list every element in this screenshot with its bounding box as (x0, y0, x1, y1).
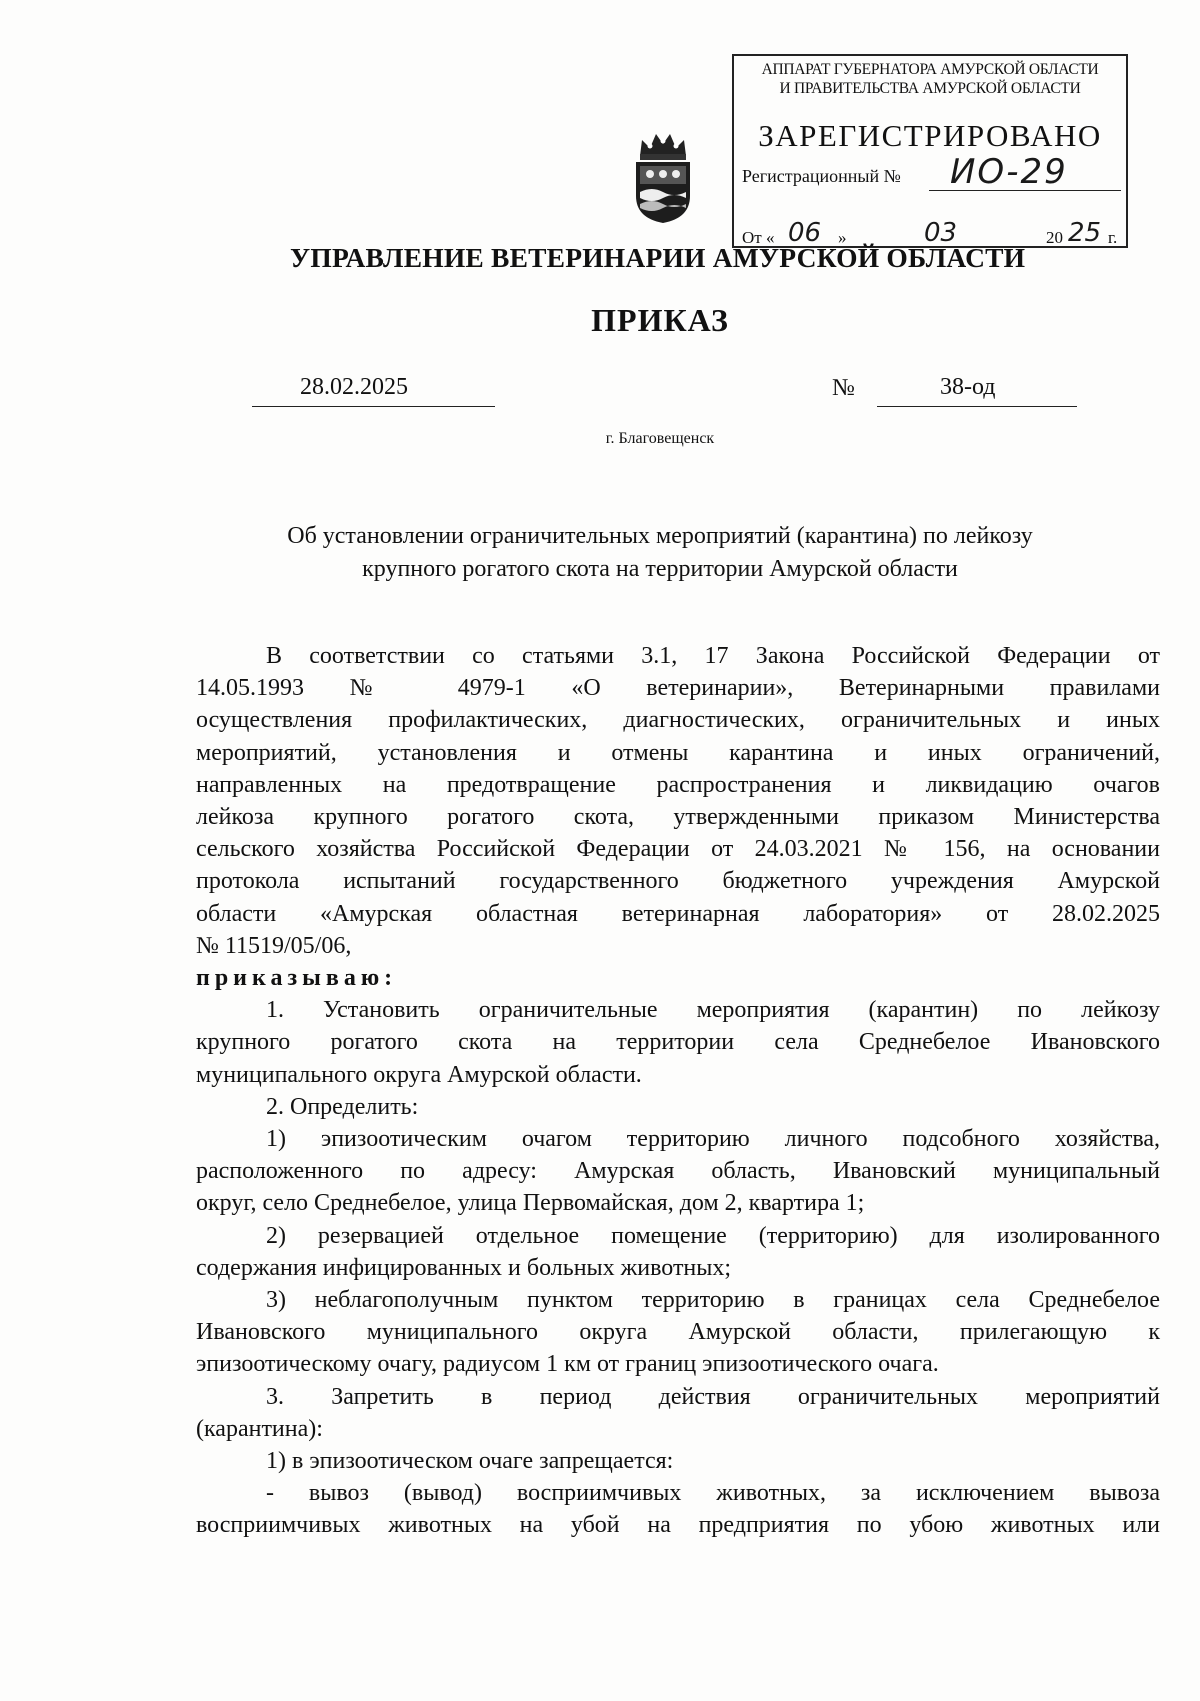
agency-name: УПРАВЛЕНИЕ ВЕТЕРИНАРИИ АМУРСКОЙ ОБЛАСТИ (290, 242, 1026, 273)
preamble-line: мероприятий, установления и отмены карантина и иных ограничений, (196, 739, 1160, 766)
preamble-line: области «Амурская областная ветеринарная лаборатория» от 28.02.2025 (196, 900, 1160, 927)
order-word: приказываю: (196, 965, 398, 992)
item-1-line: муниципального округа Амурской области. (196, 1061, 642, 1088)
number-label: № (832, 375, 855, 401)
stamp-org-line1: АППАРАТ ГУБЕРНАТОРА АМУРСКОЙ ОБЛАСТИ (761, 61, 1099, 78)
document-number: 38-од (940, 374, 996, 400)
item-3-1: 1) в эпизоотическом очаге запрещается: (266, 1448, 674, 1475)
item-2-3-line: Ивановского муниципального округа Амурской области, прилегающую к (196, 1319, 1160, 1346)
stamp-date-year-prefix: 20 (1046, 228, 1063, 247)
preamble-line: лейкоза крупного рогатого скота, утвержденными приказом Министерства (196, 804, 1160, 831)
item-2-3 (196, 1284, 1160, 1381)
item-3 (196, 1381, 1160, 1445)
subject-line2: крупного рогатого скота на территории Амурской области (362, 556, 958, 582)
stamp-date-suffix: г. (1108, 228, 1118, 247)
item-2: 2. Определить: (266, 1093, 419, 1120)
stamp-date-day: 06 (788, 218, 822, 248)
item-1-line: крупного рогатого скота на территории села Среднебелое Ивановского (196, 1029, 1160, 1056)
document-body (196, 640, 1160, 1542)
preamble-line: сельского хозяйства Российской Федерации от 24.03.2021 № 156, на основании (196, 836, 1160, 863)
item-2-1 (196, 1123, 1160, 1220)
item-2-1-line: расположенного по адресу: Амурская область, Ивановский муниципальный (196, 1158, 1160, 1185)
item-2-2-line: содержания инфицированных и больных животных; (196, 1254, 732, 1281)
item-3-line: 3. Запретить в период действия ограничительных мероприятий (266, 1383, 1160, 1410)
preamble-line: В соответствии со статьями 3.1, 17 Закона Российской Федерации от (266, 643, 1160, 669)
item-3-1a (196, 1477, 1160, 1541)
item-2-1-line: округ, село Среднебелое, улица Первомайская, дом 2, квартира 1; (196, 1190, 865, 1217)
preamble (196, 640, 1160, 962)
subject-line1: Об установлении ограничительных мероприятий (карантина) по лейкозу (287, 523, 1033, 549)
preamble-line: № 11519/05/06, (196, 932, 352, 959)
document-subject (180, 520, 1140, 586)
item-3-1a-line: - вывоз (вывод) восприимчивых животных, за исключением вывоза (266, 1480, 1160, 1507)
item-1 (196, 994, 1160, 1091)
item-2-2-line: 2) резервацией отдельное помещение (территорию) для изолированного (266, 1222, 1160, 1249)
stamp-org-line2: И ПРАВИТЕЛЬСТВА АМУРСКОЙ ОБЛАСТИ (779, 80, 1081, 97)
stamp-date-prefix: От « (742, 228, 775, 247)
preamble-line: протокола испытаний государственного бюджетного учреждения Амурской (196, 868, 1160, 895)
stamp-reg-number: ИО-29 (950, 152, 1068, 192)
stamp-date-year: 25 (1068, 218, 1102, 248)
item-2-2 (196, 1220, 1160, 1284)
preamble-line: осуществления профилактических, диагностических, ограничительных и иных (196, 707, 1160, 734)
stamp-date-mid: » (838, 228, 847, 247)
stamp-reg-label: Регистрационный № (742, 166, 901, 186)
document-city: г. Благовещенск (605, 430, 715, 447)
preamble-line: направленных на предотвращение распространения и ликвидацию очагов (196, 771, 1160, 798)
document-date: 28.02.2025 (300, 374, 408, 400)
stamp-status: ЗАРЕГИСТРИРОВАНО (758, 118, 1102, 153)
stamp-date-month: 03 (924, 218, 958, 248)
coat-of-arms-icon (632, 126, 694, 224)
item-2-3-line: 3) неблагополучным пунктом территорию в границах села Среднебелое (266, 1287, 1160, 1314)
item-2-3-line: эпизоотическому очагу, радиусом 1 км от границ эпизоотического очага. (196, 1351, 939, 1378)
document-type: ПРИКАЗ (591, 302, 729, 338)
item-1-line: 1. Установить ограничительные мероприятия (карантин) по лейкозу (266, 997, 1160, 1024)
stamp-organization (734, 60, 1126, 98)
item-2-1-line: 1) эпизоотическим очагом территорию личного подсобного хозяйства, (266, 1126, 1160, 1153)
registration-stamp (732, 54, 1128, 248)
preamble-line: 14.05.1993 № 4979-1 «О ветеринарии», Ветеринарными правилами (196, 675, 1160, 702)
item-3-1a-line: восприимчивых животных на убой на предприятия по убою животных или (196, 1512, 1160, 1539)
item-3-line: (карантина): (196, 1415, 323, 1442)
